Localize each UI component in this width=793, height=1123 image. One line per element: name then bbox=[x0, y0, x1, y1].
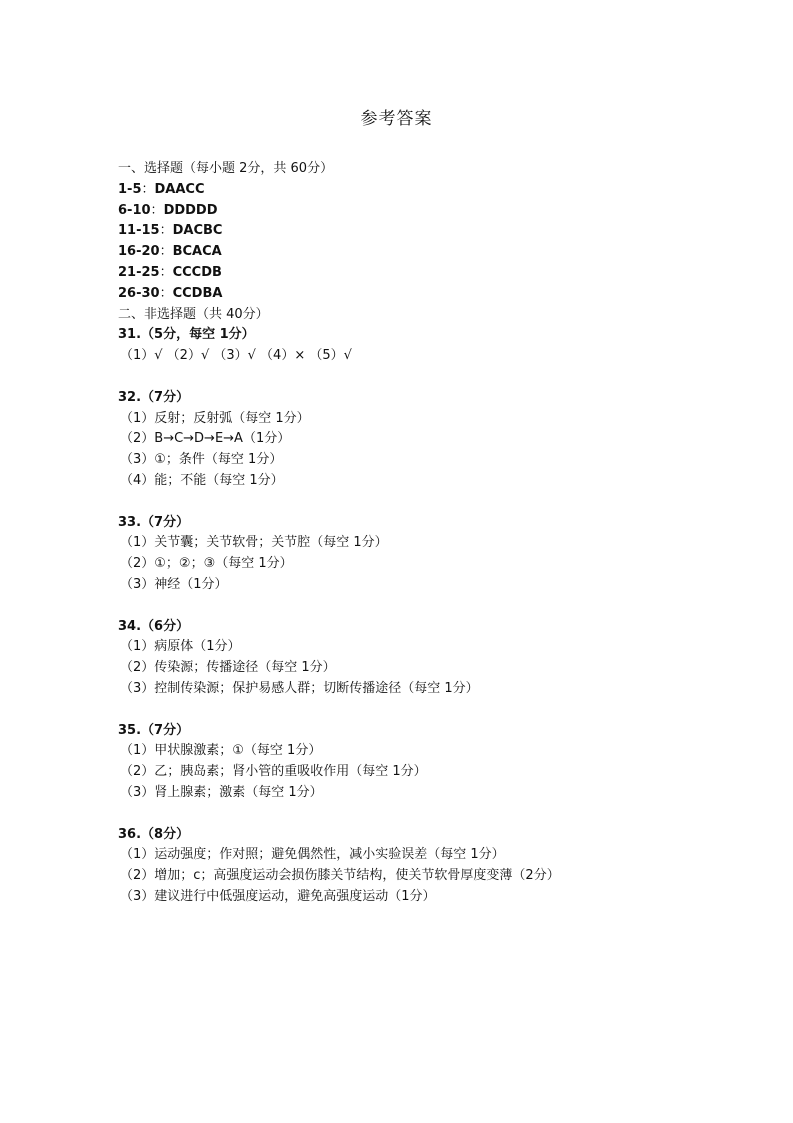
question-heading-33: 33.（7分） bbox=[118, 514, 190, 530]
mc-range: 1-5 bbox=[118, 181, 142, 197]
answer-line: （4）能；不能（每空 1分） bbox=[120, 472, 284, 488]
question-heading-35: 35.（7分） bbox=[118, 722, 190, 738]
spacer bbox=[118, 804, 758, 825]
answer-line: （1）运动强度；作对照；避免偶然性，减小实验误差（每空 1分） bbox=[120, 847, 505, 863]
page-title: 参考答案 bbox=[360, 109, 433, 129]
mc-answers: CCDBA bbox=[172, 285, 223, 301]
mc-answer-row: 16-20：BCACA bbox=[118, 244, 222, 260]
mc-range: 11-15 bbox=[118, 223, 160, 239]
question-heading-32: 32.（7分） bbox=[118, 389, 190, 405]
answer-line: （3）①；条件（每空 1分） bbox=[120, 452, 283, 468]
mc-answer-row: 6-10：DDDDD bbox=[118, 202, 218, 218]
answer-line: （1）关节囊；关节软骨；关节腔（每空 1分） bbox=[120, 535, 388, 551]
mc-range: 21-25 bbox=[118, 264, 160, 280]
mc-section-header: 一、选择题（每小题 2分，共 60分） bbox=[118, 161, 334, 176]
answer-line: （2）乙；胰岛素；肾小管的重吸收作用（每空 1分） bbox=[120, 764, 427, 780]
mc-answers: DDDDD bbox=[163, 202, 218, 218]
spacer bbox=[118, 596, 758, 617]
nonmc-section-header: 二、非选择题（共 40分） bbox=[118, 306, 269, 322]
mc-range: 16-20 bbox=[118, 244, 160, 260]
answer-line: （3）肾上腺素；激素（每空 1分） bbox=[120, 784, 323, 800]
answer-line: （1）√ （2）√ （3）√ （4）× （5）√ bbox=[120, 348, 352, 364]
spacer bbox=[118, 492, 758, 513]
answer-content bbox=[118, 159, 758, 908]
mc-answer-row: 1-5：DAACC bbox=[118, 181, 205, 197]
mc-range: 26-30 bbox=[118, 285, 160, 301]
mc-answers: DAACC bbox=[154, 181, 205, 197]
mc-answers: BCACA bbox=[172, 244, 222, 260]
answer-line: （3）建议进行中低强度运动，避免高强度运动（1分） bbox=[120, 888, 436, 904]
spacer bbox=[118, 700, 758, 721]
mc-answers: DACBC bbox=[172, 223, 223, 239]
answer-line: （1）甲状腺激素；①（每空 1分） bbox=[120, 743, 322, 759]
answer-line: （1）反射；反射弧（每空 1分） bbox=[120, 410, 310, 426]
answer-line: （2）B→C→D→E→A（1分） bbox=[120, 431, 291, 447]
mc-answer-row: 26-30：CCDBA bbox=[118, 285, 223, 301]
answer-line: （2）增加；c；高强度运动会损伤膝关节结构，使关节软骨厚度变薄（2分） bbox=[120, 868, 560, 884]
mc-answers: CCCDB bbox=[172, 264, 222, 280]
answer-line: （2）①；②；③（每空 1分） bbox=[120, 556, 293, 572]
question-heading-34: 34.（6分） bbox=[118, 618, 190, 634]
answer-line: （2）传染源；传播途径（每空 1分） bbox=[120, 660, 336, 676]
mc-answer-row: 21-25：CCCDB bbox=[118, 264, 222, 280]
answer-line: （3）控制传染源；保护易感人群；切断传播途径（每空 1分） bbox=[120, 680, 479, 696]
answer-line: （3）神经（1分） bbox=[120, 576, 228, 592]
spacer bbox=[118, 367, 758, 388]
answer-line: （1）病原体（1分） bbox=[120, 639, 241, 655]
question-heading-31: 31.（5分，每空 1分） bbox=[118, 327, 255, 343]
mc-range: 6-10 bbox=[118, 202, 151, 218]
mc-answer-row: 11-15：DACBC bbox=[118, 223, 223, 239]
question-heading-36: 36.（8分） bbox=[118, 826, 190, 842]
